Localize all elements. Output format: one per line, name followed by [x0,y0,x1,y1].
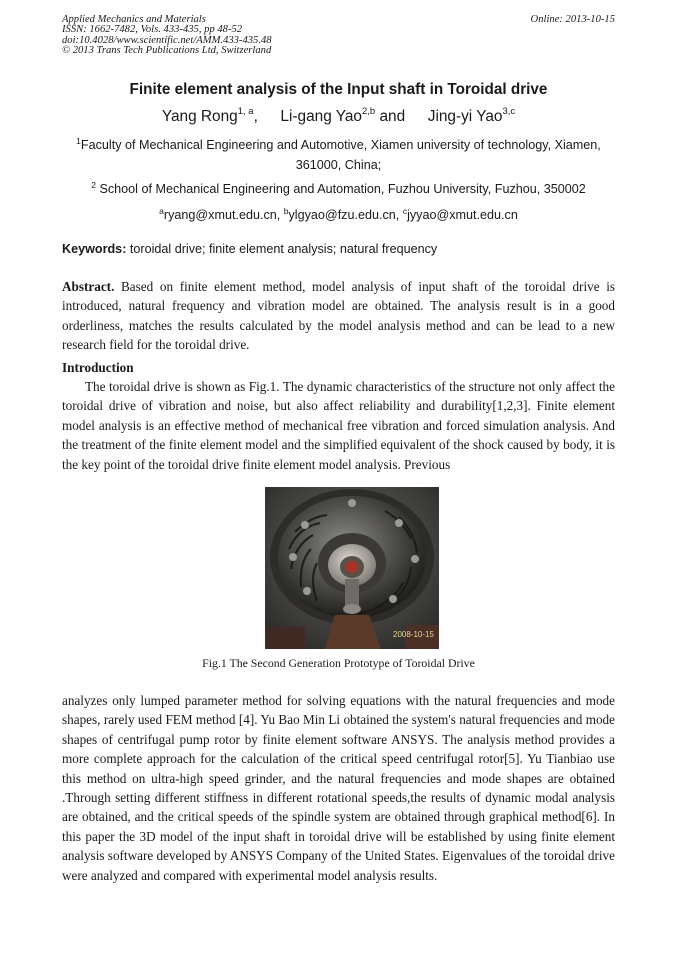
journal-issn: ISSN: 1662-7482, Vols. 433-435, pp 48-52 [62,24,243,36]
email-link[interactable]: ylgyao@fzu.edu.cn, [288,208,403,223]
author-emails [62,201,615,225]
author-name: Li-gang Yao [280,108,362,126]
abstract [62,277,615,355]
figure-caption: Fig.1 The Second Generation Prototype of Toroidal Drive [202,656,475,670]
abstract-text: Based on finite element method, model analysis of input shaft of the toroidal drive is introduced, natural frequency and vibration model are obtained. The analysis result is in a good orderliness, matches the results calculated by the model analysis method and can be lead to a new research field for the toroidal drive. [62,279,615,353]
keywords-label: Keywords: [62,242,127,256]
journal-doi: doi:10.4028/www.scientific.net/AMM.433-435.48 [62,34,272,46]
figure-toroidal-drive-photo [265,487,439,649]
author-superscript: 3,c [502,106,516,117]
email-superscript: c [402,206,408,216]
affiliation-1 [62,131,615,175]
journal-name: Applied Mechanics and Materials [62,14,206,25]
email-superscript: a [159,206,164,216]
affiliation-text: School of Mechanical Engineering and Automation, Fuzhou University, Fuzhou, 350002 [95,182,586,197]
affiliation-2 [62,175,615,199]
email-superscript: b [283,206,289,216]
toroidal-drive-image [265,487,439,649]
author-separator: and [375,108,406,126]
introduction-paragraph-continued: analyzes only lumped parameter method for solving equations with the natural frequencies and mode shapes, rarely used FEM method [4]. Yu Bao Min Li obtained the system's natural frequencies and mode shapes of centrifugal pump rotor by finite element software ANSYS. The analysis method provides a more complete approach for the calculation of the critical speed centrifugal rotor[5]. Yu Tianbiao use this method on ultra-high speed grinder, and the natural frequencies and mode shapes are obtained .Through setting different stiffness in different rotational speeds,the results of dynamic modal analysis are obtained, and the critical speeds of the spindle system are obtained through graphical method[6]. In this paper the 3D model of the input shaft in toroidal drive will be established by using finite element analysis software developed by ANSYS Company of the United States. Eigenvalues of the toroidal drive were analyzed and compared with experimental model analysis results. [62,693,615,883]
introduction-paragraph: The toroidal drive is shown as Fig.1. The dynamic characteristics of the structure not only affect the toroidal drive of vibration and noise, but also affect reliability and durability[1,2,3]. Finite element model analysis is an effective method of mechanical free vibration and forced simulation analysis. And the treatment of the finite element model and the simplified equivalent of the shock caused by body, it is the key point of the toroidal drive finite element model analysis. Previous [62,379,615,472]
author-superscript: 1, a [237,106,254,117]
paper-title: Finite element analysis of the Input shaft in Toroidal drive [129,81,548,98]
affiliation-superscript: 2 [91,180,96,190]
keywords-text: toroidal drive; finite element analysis; natural frequency [126,242,438,256]
keywords [62,239,615,259]
author-superscript: 2,b [362,106,376,117]
author-list [62,102,615,128]
email-link[interactable]: jyyao@xmut.edu.cn [407,208,518,223]
abstract-label: Abstract. [62,279,115,294]
affiliation-text: Faculty of Mechanical Engineering and Automotive, Xiamen university of technology, Xiamen, 361000, China; [80,138,601,173]
author-separator: , [253,108,258,126]
photo-date-stamp: 2008-10-15 [393,630,434,639]
online-date: Online: 2013-10-15 [530,14,615,25]
affiliation-superscript: 1 [76,136,81,146]
email-link[interactable]: ryang@xmut.edu.cn, [163,208,284,223]
journal-copyright: © 2013 Trans Tech Publications Ltd, Switzerland [62,45,272,57]
author-name: Jing-yi Yao [427,108,503,126]
section-heading-introduction: Introduction [62,360,134,375]
author-name: Yang Rong [161,108,238,126]
journal-header [62,15,615,57]
